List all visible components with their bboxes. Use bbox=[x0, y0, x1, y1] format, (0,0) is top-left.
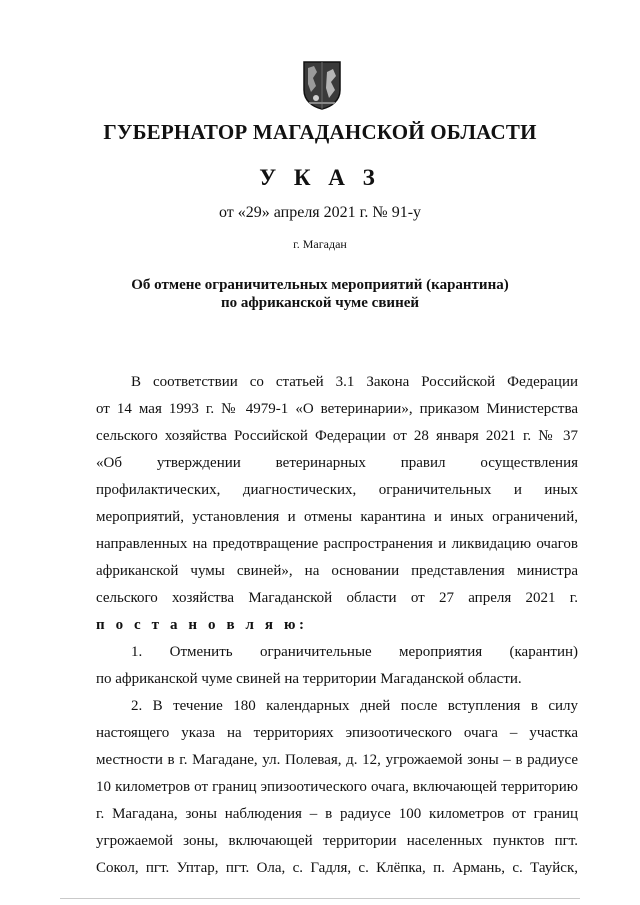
issuer-title: ГУБЕРНАТОР МАГАДАНСКОЙ ОБЛАСТИ bbox=[103, 120, 537, 144]
body-line: г. Магадана, зоны наблюдения – в радиусе 100 километров от границ bbox=[96, 806, 578, 822]
body-line: 1. Отменить ограничительные мероприятия (карантин) bbox=[131, 644, 578, 660]
body-line: В соответствии со статьей 3.1 Закона Российской Федерации bbox=[131, 374, 578, 390]
body-line: местности в г. Магадане, ул. Полевая, д. 12, угрожаемой зоны – в радиусе bbox=[96, 752, 578, 768]
page-edge-rule bbox=[60, 898, 580, 899]
body-line: мероприятий, установления и отмены карантина и иных ограничений, bbox=[96, 509, 578, 525]
body-line: сельского хозяйства Российской Федерации от 28 января 2021 г. № 37 bbox=[96, 428, 578, 444]
subject-line: Об отмене ограничительных мероприятий (карантина) bbox=[131, 277, 509, 293]
coat-of-arms-icon bbox=[300, 60, 344, 110]
body-line: 10 километров от границ эпизоотического очага, включающей территорию bbox=[96, 779, 578, 795]
document-body bbox=[96, 369, 578, 882]
body-line: настоящего указа на территориях эпизоотического очага – участка bbox=[96, 725, 578, 741]
body-line: угрожаемой зоны, включающей территории населенных пунктов пгт. bbox=[96, 833, 578, 849]
document-subject bbox=[0, 276, 640, 312]
body-line: африканской чумы свиней», на основании представления министра bbox=[96, 563, 578, 579]
body-line: «Об утверждении ветеринарных правил осуществления bbox=[96, 455, 578, 471]
subject-line: по африканской чуме свиней bbox=[220, 295, 420, 311]
body-line: направленных на предотвращение распространения и ликвидацию очагов bbox=[96, 536, 578, 552]
body-line: по африканской чуме свиней на территории Магаданской области. bbox=[96, 671, 522, 687]
document-city: г. Магадан bbox=[293, 237, 347, 251]
body-line: Сокол, пгт. Уптар, пгт. Ола, с. Гадля, с. Клёпка, п. Армань, с. Тауйск, bbox=[96, 860, 578, 876]
document-date-number: от «29» апреля 2021 г. № 91-у bbox=[218, 204, 422, 221]
resolution-word: п о с т а н о в л я ю: bbox=[96, 617, 308, 633]
document-type: У К А З bbox=[259, 165, 381, 190]
body-line: 2. В течение 180 календарных дней после вступления в силу bbox=[131, 698, 578, 714]
body-line: сельского хозяйства Магаданской области от 27 апреля 2021 г. bbox=[96, 590, 578, 606]
body-line: от 14 мая 1993 г. № 4979-1 «О ветеринарии», приказом Министерства bbox=[96, 401, 578, 417]
body-line: профилактических, диагностических, ограничительных и иных bbox=[96, 482, 578, 498]
